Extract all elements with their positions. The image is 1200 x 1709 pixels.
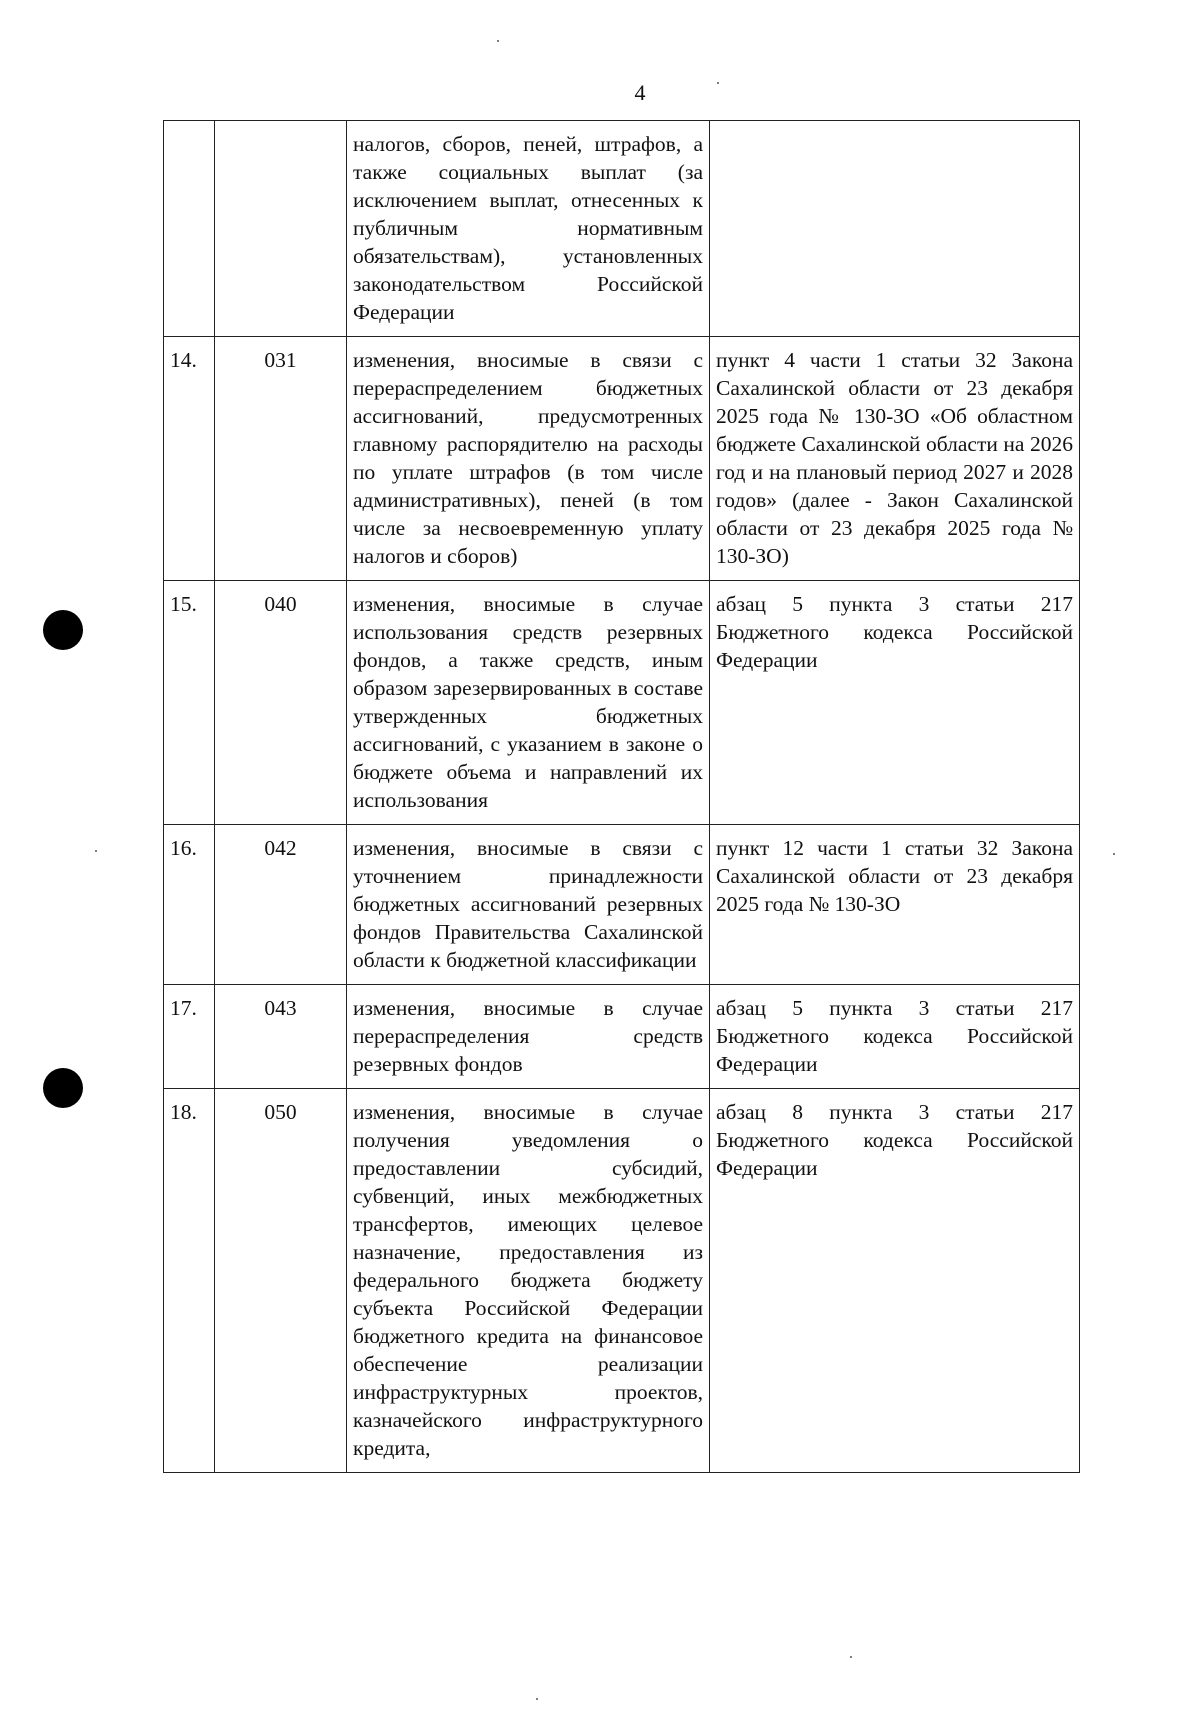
changes-table [163, 120, 1080, 1473]
row-description: изменения, вносимые в случае перераспределения средств резервных фондов [347, 985, 710, 1089]
table-row [164, 985, 1080, 1089]
punch-hole-upper [43, 610, 83, 650]
row-number: 17. [164, 985, 215, 1089]
scan-speck [95, 850, 97, 852]
punch-hole-lower [43, 1068, 83, 1108]
row-code: 042 [215, 825, 347, 985]
scan-speck [850, 1656, 852, 1658]
page-number: 4 [634, 80, 646, 105]
row-description: изменения, вносимые в связи с перераспределением бюджетных ассигнований, предусмотренных главному распорядителю на расходы по уплате штрафов (в том числе административных), пеней (в том числе за несвоевременную уплату налогов и сборов) [347, 337, 710, 581]
table-row [164, 581, 1080, 825]
row-legal-basis: абзац 5 пункта 3 статьи 217 Бюджетного кодекса Российской Федерации [710, 985, 1080, 1089]
table-row [164, 1089, 1080, 1473]
row-number: 16. [164, 825, 215, 985]
row-legal-basis: абзац 5 пункта 3 статьи 217 Бюджетного кодекса Российской Федерации [710, 581, 1080, 825]
table-row [164, 825, 1080, 985]
row-description: налогов, сборов, пеней, штрафов, а также социальных выплат (за исключением выплат, отнесенных к публичным нормативным обязательствам), установленных законодательством Российской Федерации [347, 121, 710, 337]
scan-speck [497, 40, 499, 42]
row-description: изменения, вносимые в случае получения уведомления о предоставлении субсидий, субвенций, иных межбюджетных трансфертов, имеющих целевое назначение, предоставления из федерального бюджета бюджету субъекта Российской Федерации бюджетного кредита на финансовое обеспечение реализации инфраструктурных проектов, казначейского инфраструктурного кредита, [347, 1089, 710, 1473]
row-code: 040 [215, 581, 347, 825]
row-legal-basis: пункт 4 части 1 статьи 32 Закона Сахалинской области от 23 декабря 2025 года № 130-ЗО «Об областном бюджете Сахалинской области на 2026 год и на плановый период 2027 и 2028 годов» (далее - Закон Сахалинской области от 23 декабря 2025 года № 130-ЗО) [710, 337, 1080, 581]
row-code [215, 121, 347, 337]
row-legal-basis [710, 121, 1080, 337]
row-number [164, 121, 215, 337]
row-legal-basis: абзац 8 пункта 3 статьи 217 Бюджетного кодекса Российской Федерации [710, 1089, 1080, 1473]
row-code: 031 [215, 337, 347, 581]
scan-speck [1113, 853, 1115, 855]
row-description: изменения, вносимые в связи с уточнением принадлежности бюджетных ассигнований резервных фондов Правительства Сахалинской области к бюджетной классификации [347, 825, 710, 985]
row-legal-basis: пункт 12 части 1 статьи 32 Закона Сахалинской области от 23 декабря 2025 года № 130-ЗО [710, 825, 1080, 985]
table-row [164, 337, 1080, 581]
row-description: изменения, вносимые в случае использования средств резервных фондов, а также средств, иным образом зарезервированных в составе утвержденных бюджетных ассигнований, с указанием в законе о бюджете объема и направлений их использования [347, 581, 710, 825]
row-number: 14. [164, 337, 215, 581]
row-number: 15. [164, 581, 215, 825]
table-row [164, 121, 1080, 337]
row-code: 043 [215, 985, 347, 1089]
scan-speck [536, 1698, 538, 1700]
row-number: 18. [164, 1089, 215, 1473]
row-code: 050 [215, 1089, 347, 1473]
scan-speck [717, 82, 719, 84]
